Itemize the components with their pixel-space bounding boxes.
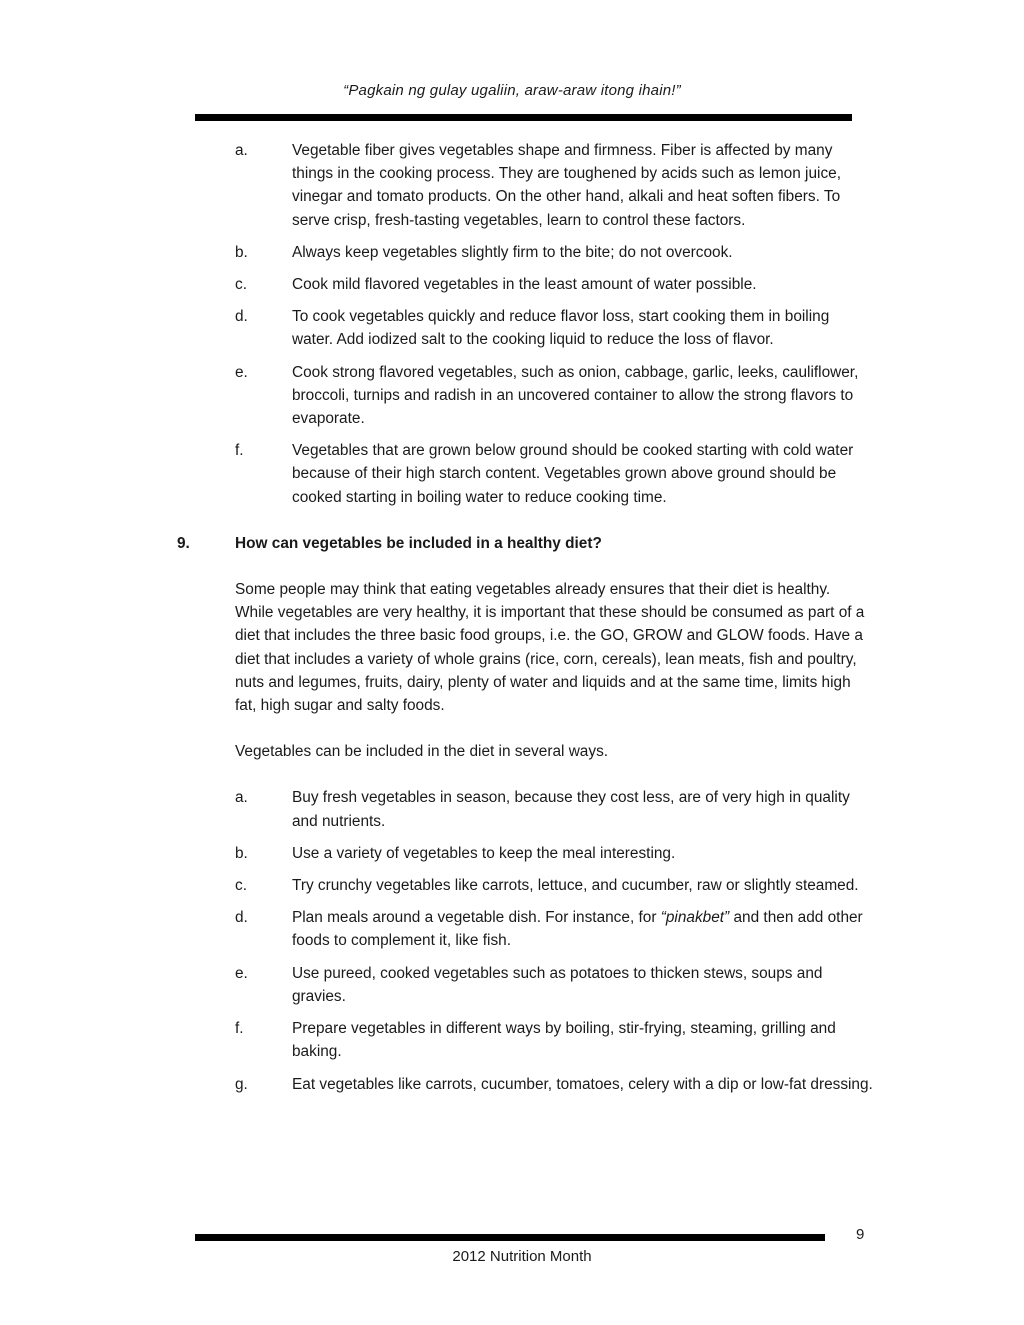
list-marker: d. xyxy=(235,909,248,927)
list-item xyxy=(0,962,1024,1008)
list-marker: f. xyxy=(235,1020,244,1038)
list-item-text: Cook mild flavored vegetables in the least amount of water possible. xyxy=(292,276,757,294)
list-marker: d. xyxy=(235,308,248,326)
list-item-text: Vegetables that are grown below ground should be cooked starting with cold water because of their high starch content. Vegetables grown above ground should be cooked starting in boiling water to reduce cooking time. xyxy=(292,442,854,506)
list-marker: e. xyxy=(235,964,248,982)
section-question xyxy=(0,532,1024,555)
list-item xyxy=(0,1073,1024,1096)
list-marker: f. xyxy=(235,442,244,460)
list-item xyxy=(0,241,1024,264)
paragraph-healthy-diet: Some people may think that eating vegetables already ensures that their diet is healthy. While vegetables are very healthy, it is important that these should be consumed as part of a diet that includes the three basic food groups, i.e. the GO, GROW and GLOW foods. Have a diet that includes a variety of whole grains (rice, corn, cereals), lean meats, fish and poultry, nuts and legumes, fruits, dairy, plenty of water and liquids and at the same time, limits high fat, high sugar and salty foods. xyxy=(235,581,865,715)
list-item xyxy=(0,906,1024,952)
list-item-text: Buy fresh vegetables in season, because they cost less, are of very high in quality and nutrients. xyxy=(292,789,850,830)
list-item-text: Try crunchy vegetables like carrots, lettuce, and cucumber, raw or slightly steamed. xyxy=(292,877,859,895)
question-number: 9. xyxy=(177,534,190,552)
list-marker: e. xyxy=(235,363,248,381)
list-item xyxy=(0,786,1024,832)
page-content xyxy=(0,139,1024,1105)
list-item xyxy=(0,273,1024,296)
list-item-text: Use a variety of vegetables to keep the meal interesting. xyxy=(292,844,676,862)
list-item xyxy=(0,874,1024,897)
list-marker: c. xyxy=(235,276,247,294)
list-item-text-after: and then add other foods to complement it, like fish. xyxy=(292,909,863,950)
page-header-quote: “Pagkain ng gulay ugaliin, araw-araw itong ihain!” xyxy=(343,82,681,99)
list-item-text: Use pureed, cooked vegetables such as potatoes to thicken stews, soups and gravies. xyxy=(292,964,823,1005)
list-item-text-italic: “pinakbet” xyxy=(660,909,730,927)
footer-rule xyxy=(195,1234,825,1241)
list-item-text: Cook strong flavored vegetables, such as onion, cabbage, garlic, leeks, cauliflower, broccoli, turnips and radish in an uncovered container to allow the strong flavors to evaporate. xyxy=(292,363,859,428)
paragraph-ways-intro: Vegetables can be included in the diet in several ways. xyxy=(235,743,609,761)
cooking-tips-list xyxy=(0,139,1024,509)
page-footer: 2012 Nutrition Month xyxy=(452,1248,592,1265)
list-item-text-before: Plan meals around a vegetable dish. For instance, for xyxy=(292,909,661,927)
list-marker: c. xyxy=(235,877,247,895)
list-marker: b. xyxy=(235,243,248,261)
header-rule xyxy=(195,114,852,121)
list-item xyxy=(0,439,1024,509)
list-item-text: Always keep vegetables slightly firm to the bite; do not overcook. xyxy=(292,243,733,261)
list-item-text xyxy=(292,909,863,949)
question-text: How can vegetables be included in a healthy diet? xyxy=(235,534,602,552)
page-number: 9 xyxy=(856,1226,865,1243)
list-marker: a. xyxy=(235,789,248,807)
ways-list xyxy=(0,786,1024,1095)
list-item xyxy=(0,305,1024,351)
list-item-text: Prepare vegetables in different ways by boiling, stir-frying, steaming, grilling and baking. xyxy=(292,1020,836,1061)
list-item xyxy=(0,1017,1024,1063)
list-item-text: To cook vegetables quickly and reduce flavor loss, start cooking them in boiling water. Add iodized salt to the cooking liquid to reduce the loss of flavor. xyxy=(292,308,830,349)
list-marker: b. xyxy=(235,844,248,862)
list-item xyxy=(0,842,1024,865)
list-marker: a. xyxy=(235,142,248,159)
list-item xyxy=(0,361,1024,431)
list-item xyxy=(0,139,1024,232)
list-item-text: Eat vegetables like carrots, cucumber, tomatoes, celery with a dip or low-fat dressing. xyxy=(292,1075,873,1093)
list-marker: g. xyxy=(235,1075,248,1093)
list-item-text: Vegetable fiber gives vegetables shape and firmness. Fiber is affected by many things in the cooking process. They are toughened by acids such as lemon juice, vinegar and tomato products. On the other hand, alkali and heat soften fibers. To serve crisp, fresh-tasting vegetables, learn to control these factors. xyxy=(292,142,841,229)
